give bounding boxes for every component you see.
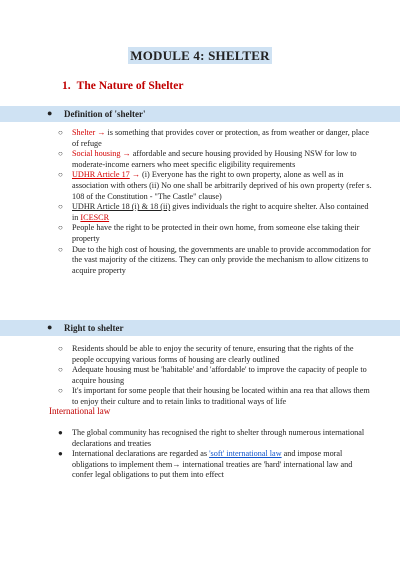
section-definition-header xyxy=(0,106,400,122)
list-item: ○ It's important for some people that their housing be located within ana rea that allows them to enjoy their culture and to retain links to traditional ways of life xyxy=(58,386,370,406)
list-item: ○ Shelter → is something that provides cover or protection, as from weather or danger, place of refuge xyxy=(58,128,370,148)
right-to-shelter-list xyxy=(58,344,372,408)
item-text: Due to the high cost of housing, the governments are unable to provide accommodation for the vast majority of the citizens. They can only provide the mechanism to allow citizens to acquire property xyxy=(72,244,371,275)
page-title xyxy=(0,48,400,64)
list-item: ○ Due to the high cost of housing, the governments are unable to provide accommodation for the vast majority of the citizens. They can only provide the mechanism to allow citizens to acquire property xyxy=(58,244,371,275)
list-item: ● International declarations are regarded as 'soft' international law and impose moral obligations to implement them→ international treaties are 'hard' international law and confer legal obligations to put them into effect xyxy=(58,449,353,480)
arrow: → xyxy=(120,149,133,159)
item-text: gives individuals the right to acquire shelter. Also contained in xyxy=(72,202,369,222)
section-right-to-shelter-header xyxy=(0,320,400,336)
heading-number: 1. xyxy=(62,80,71,92)
heading-text: The Nature of Shelter xyxy=(76,80,184,92)
section-bullet: ● xyxy=(47,108,53,118)
list-item: ○ Residents should be able to enjoy the security of tenure, ensuring that the rights of the people occupying various forms of housing are clearly outlined xyxy=(58,344,354,364)
term-shelter: Shelter xyxy=(72,128,96,137)
international-law-heading: International law xyxy=(49,406,111,416)
item-text: It's important for some people that their housing be located within ana rea that allows them to enjoy their culture and to retain links to traditional ways of life xyxy=(72,386,370,406)
item-text: People have the right to be protected in their own home, from someone else taking their property xyxy=(72,223,360,243)
soft-law-link[interactable]: 'soft' international law xyxy=(209,449,282,459)
arrow: → xyxy=(129,170,143,180)
term-udhr-18: UDHR Article 18 (i) & 18 (ii) xyxy=(72,202,171,212)
list-item: ● The global community has recognised the right to shelter through numerous international declarations and treaties xyxy=(58,428,365,448)
item-text: (i) Everyone has the right to own property, alone as well as in association with others (ii) No one shall be arbitrarily deprived of his own property (refer s. 108 of the Constitution - "The Castle" clause) xyxy=(72,170,372,201)
section-label: Definition of 'shelter' xyxy=(64,109,146,119)
item-text: is something that provides cover or protection, as from weather or danger, place of refuge xyxy=(72,128,370,148)
item-text: International declarations are regarded as xyxy=(72,449,210,459)
heading-nature-of-shelter xyxy=(62,80,183,92)
item-text: Adequate housing must be 'habitable' and 'affordable' to improve the capacity of people to acquire housing xyxy=(72,365,367,385)
item-text: affordable and secure housing provided by Housing NSW for low to moderate-income earners who meet specific eligibility requirements xyxy=(72,149,357,169)
page-title-text: MODULE 4: SHELTER xyxy=(130,48,270,63)
item-text: and impose moral obligations to implement them→ international treaties are 'hard' international law and confer legal obligations to put them into effect xyxy=(72,449,353,480)
term-udhr-17-link[interactable]: UDHR Article 17 xyxy=(72,170,130,180)
section-bullet: ● xyxy=(47,322,53,332)
term-social-housing: Social housing xyxy=(72,149,121,159)
list-item: ○ People have the right to be protected in their own home, from someone else taking their property xyxy=(58,223,360,243)
list-item: ○ UDHR Article 17 → (i) Everyone has the right to own property, alone as well as in association with others (ii) No one shall be arbitrarily deprived of his own property (refer s. 108 of the Constitution - "The Castle" clause) xyxy=(58,170,372,201)
list-item: ○ Adequate housing must be 'habitable' and 'affordable' to improve the capacity of people to acquire housing xyxy=(58,365,367,385)
list-item: ○ Social housing → affordable and secure housing provided by Housing NSW for low to moderate-income earners who meet specific eligibility requirements xyxy=(58,149,357,169)
list-item: ○ UDHR Article 18 (i) & 18 (ii) gives individuals the right to acquire shelter. Also contained in ICESCR xyxy=(58,202,369,222)
definition-list xyxy=(58,128,372,276)
icescr-link[interactable]: ICESCR xyxy=(80,212,110,222)
arrow: → xyxy=(95,128,108,137)
item-text: Residents should be able to enjoy the security of tenure, ensuring that the rights of the people occupying various forms of housing are clearly outlined xyxy=(72,344,354,364)
section-label: Right to shelter xyxy=(64,323,124,333)
international-law-list xyxy=(58,428,372,481)
item-text: The global community has recognised the right to shelter through numerous international declarations and treaties xyxy=(72,428,365,448)
